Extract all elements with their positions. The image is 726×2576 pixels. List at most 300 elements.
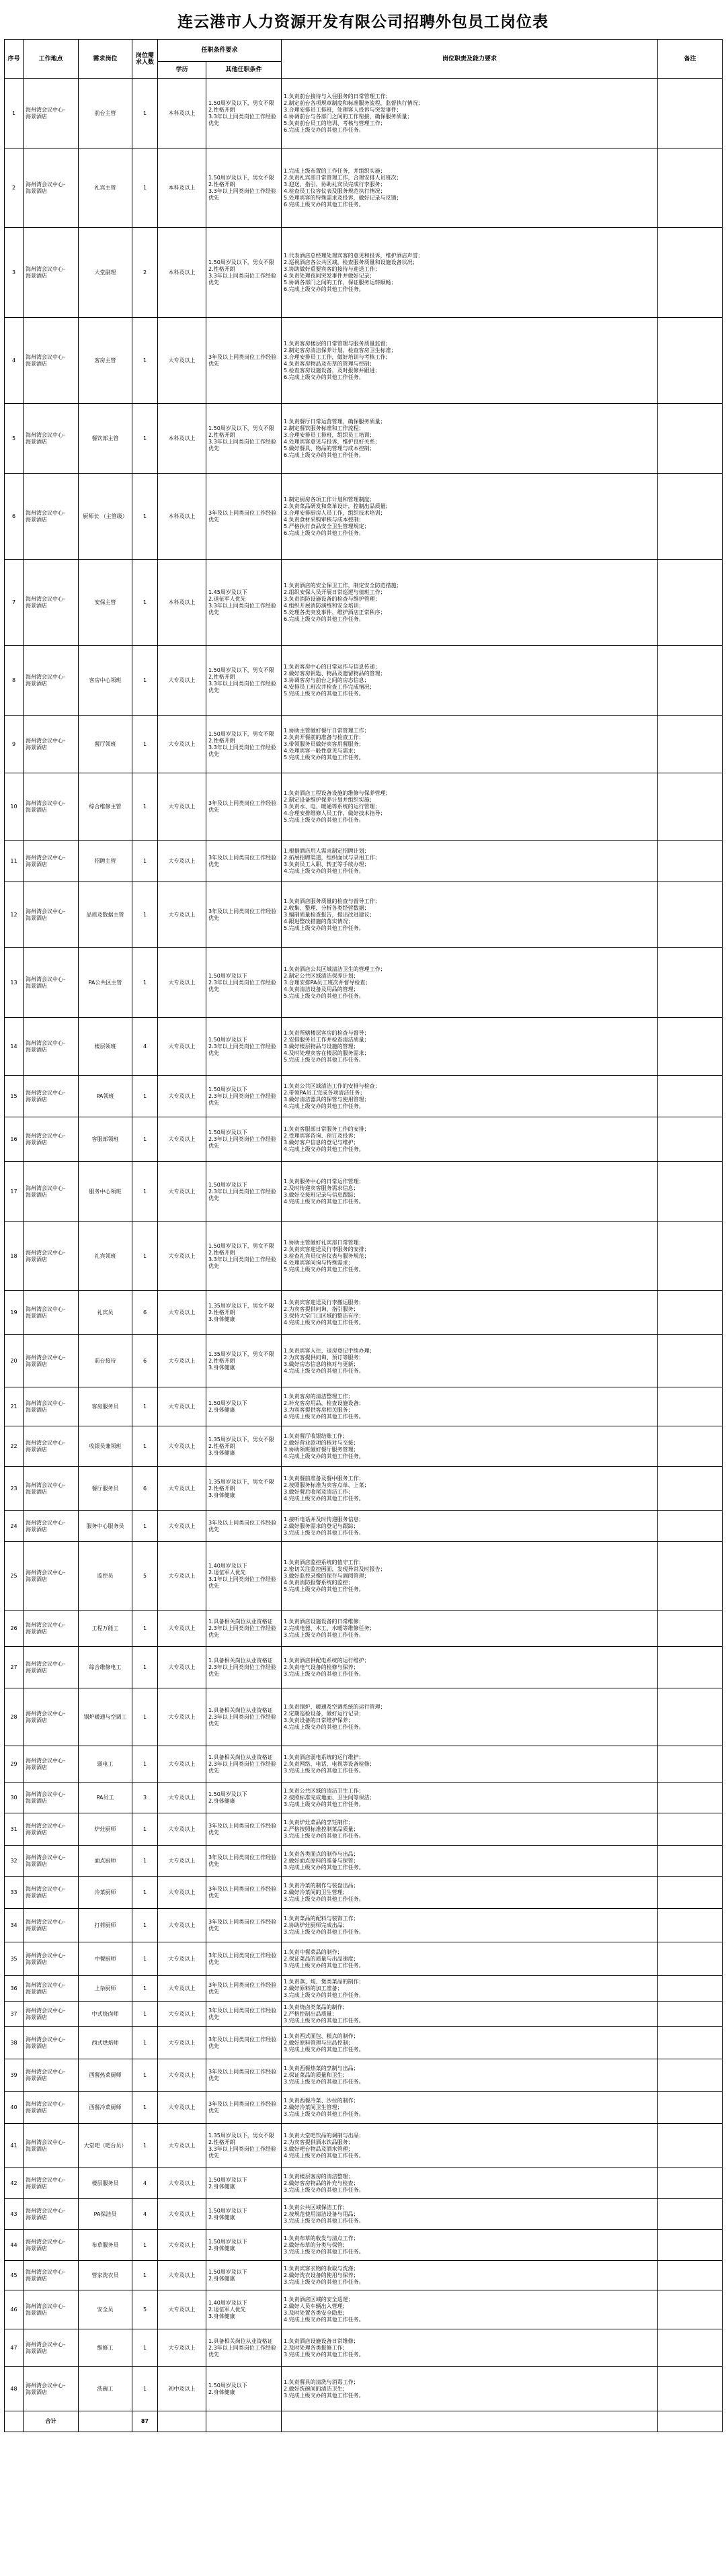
other-conditions: 1.35周岁及以下，男女不限 2.性格开朗 3.身体健康 [206, 1335, 282, 1387]
row-number: 48 [5, 2367, 24, 2411]
education: 大专及以上 [158, 1976, 206, 2002]
recruitment-table [4, 39, 723, 2432]
other-conditions: 1.50周岁及以下 2.3年以上同类岗位工作经验优先 [206, 948, 282, 1018]
duties: 1.负责宾客衣物的收取与洗涤； 2.做好洗衣设备的使用与保养； 3.完成上级交办的其他工作任务。 [282, 2261, 658, 2290]
headcount: 1 [132, 2261, 158, 2290]
row-number: 34 [5, 1909, 24, 1942]
duties: 1.负责酒店供配电系统的运行维护； 2.负责电气设备的检修与保养； 3.完成上级交办的其他工作任务。 [282, 1647, 658, 1688]
work-location: 海州湾会议中心- 海景酒店 [24, 1783, 79, 1813]
remark [658, 318, 723, 404]
headcount: 1 [132, 1611, 158, 1647]
duties: 1.负责酒店服务质量的检查与督导工作； 2.收集、整理、分析各类经营数据； 3.编制质量检查报告，提出改进建议； 4.跟进整改措施的落实情况； 5.完成上级交办的其他工作任务。 [282, 882, 658, 948]
document-title: 连云港市人力资源开发有限公司招聘外包员工岗位表 [177, 13, 549, 31]
other-conditions: 3年及以上同类岗位工作经验优先 [206, 1511, 282, 1542]
headcount: 1 [132, 560, 158, 646]
remark [658, 79, 723, 148]
other-conditions: 3年及以上同类岗位工作经验优先 [206, 474, 282, 560]
remark [658, 2092, 723, 2124]
headcount: 1 [132, 1976, 158, 2002]
table-row [5, 1976, 723, 2002]
post-name: 厨师长 （主管级） [79, 474, 132, 560]
table-row [5, 148, 723, 228]
headcount: 1 [132, 2329, 158, 2367]
headcount: 1 [132, 841, 158, 882]
remark [658, 1647, 723, 1688]
work-location: 海州湾会议中心- 海景酒店 [24, 1909, 79, 1942]
table-row [5, 1162, 723, 1222]
table-row [5, 1387, 723, 1426]
post-name: 大堂吧（吧台员） [79, 2124, 132, 2168]
other-conditions: 1.50周岁及以下 2.身体健康 [206, 2230, 282, 2261]
other-conditions: 1.40周岁及以下 2.退伍军人优先 3.身体健康 [206, 2290, 282, 2329]
headcount: 1 [132, 2367, 158, 2411]
table-row [5, 773, 723, 841]
remark [658, 2199, 723, 2230]
total-cond-cell [206, 2411, 282, 2432]
table-row [5, 646, 723, 716]
remark [658, 1942, 723, 1976]
work-location: 海州湾会议中心- 海景酒店 [24, 1467, 79, 1511]
row-number: 15 [5, 1076, 24, 1117]
table-row [5, 1611, 723, 1647]
post-name: 中餐厨师 [79, 1942, 132, 1976]
education: 大专及以上 [158, 1076, 206, 1117]
remark [658, 2329, 723, 2367]
post-name: 楼层领班 [79, 1018, 132, 1076]
education: 大专及以上 [158, 1688, 206, 1746]
header-duties: 岗位职责及能力要求 [282, 40, 658, 79]
row-number: 29 [5, 1746, 24, 1783]
other-conditions: 1.50周岁及以下 2.身体健康 [206, 1387, 282, 1426]
headcount: 1 [132, 1942, 158, 1976]
education: 大专及以上 [158, 2092, 206, 2124]
header-location: 工作地点 [24, 40, 79, 79]
headcount: 1 [132, 1813, 158, 1846]
table-row [5, 228, 723, 318]
duties: 1.负责酒店设施设备的日常维修； 2.完成电器、木工、水暖等维修任务； 3.完成上级交办的其他工作任务。 [282, 1611, 658, 1647]
remark [658, 1426, 723, 1467]
other-conditions: 3年及以上同类岗位工作经验优先 [206, 882, 282, 948]
education: 大专及以上 [158, 2027, 206, 2059]
table-row [5, 1846, 723, 1877]
other-conditions: 3年及以上同类岗位工作经验优先 [206, 841, 282, 882]
table-row [5, 1542, 723, 1611]
headcount: 1 [132, 2092, 158, 2124]
table-row [5, 716, 723, 773]
headcount: 4 [132, 2168, 158, 2199]
education: 大专及以上 [158, 1647, 206, 1688]
row-number: 13 [5, 948, 24, 1018]
row-number: 8 [5, 646, 24, 716]
duties: 1.负责客房楼层的日常管理与服务质量监督； 2.制定客房清洁保养计划，检查客房卫生标准； 3.合理安排员工工作，做好培训与考核工作； 4.负责客房物品及布草的管理与控制； 5.检查客房设施设备，及时报修并跟进； 6.完成上级交办的其他工作任务。 [282, 318, 658, 404]
table-row [5, 2261, 723, 2290]
row-number: 18 [5, 1222, 24, 1291]
remark [658, 1813, 723, 1846]
post-name: PA员工 [79, 1783, 132, 1813]
remark [658, 1976, 723, 2002]
remark [658, 1511, 723, 1542]
duties: 1.接听电话并及时传递服务信息； 2.做好服务需求的登记与跟踪； 3.完成上级交办的其他工作任务。 [282, 1511, 658, 1542]
table-row [5, 2092, 723, 2124]
remark [658, 148, 723, 228]
duties: 1.负责公共区域清洁工作的安排与检查； 2.带领PA员工完成各项清洁任务； 3.做好清洁器具的保管与使用管理； 4.完成上级交办的其他工作任务。 [282, 1076, 658, 1117]
remark [658, 2002, 723, 2027]
table-row [5, 2329, 723, 2367]
table-row [5, 1877, 723, 1909]
work-location: 海州湾会议中心- 海景酒店 [24, 1162, 79, 1222]
header-count: 岗位需求人数 [132, 40, 158, 79]
other-conditions: 3年及以上同类岗位工作经验优先 [206, 1942, 282, 1976]
other-conditions: 1.50周岁及以下 2.身体健康 [206, 2367, 282, 2411]
duties: 1.负责服务中心的日常运作管理； 2.及时传递宾客服务需求信息； 3.做好交接班记录与信息跟踪； 4.完成上级交办的其他工作任务。 [282, 1162, 658, 1222]
headcount: 1 [132, 1076, 158, 1117]
education: 大专及以上 [158, 1467, 206, 1511]
other-conditions: 1.35周岁及以下，男女不限 2.性格开朗 3.身体健康 [206, 1467, 282, 1511]
table-row [5, 1076, 723, 1117]
row-number: 47 [5, 2329, 24, 2367]
table-row [5, 1222, 723, 1291]
education: 大专及以上 [158, 1877, 206, 1909]
education: 大专及以上 [158, 948, 206, 1018]
post-name: 弱电工 [79, 1746, 132, 1783]
duties: 1.负责烧卤类菜品的制作； 2.严格控制出品质量； 3.完成上级交办的其他工作任务。 [282, 2002, 658, 2027]
remark [658, 228, 723, 318]
work-location: 海州湾会议中心- 海景酒店 [24, 2124, 79, 2168]
table-row [5, 79, 723, 148]
row-number: 5 [5, 404, 24, 474]
work-location: 海州湾会议中心- 海景酒店 [24, 2329, 79, 2367]
education: 本科及以上 [158, 560, 206, 646]
post-name: 大堂副理 [79, 228, 132, 318]
work-location: 海州湾会议中心- 海景酒店 [24, 1746, 79, 1783]
header-education: 学历 [158, 62, 206, 79]
headcount: 1 [132, 1647, 158, 1688]
work-location: 海州湾会议中心- 海景酒店 [24, 1647, 79, 1688]
table-row [5, 1942, 723, 1976]
duties: 1.负责餐厅收银结账工作； 2.做好营业款项的核对与交接； 3.协助领班做好餐厅服务管理； 4.完成上级交办的其他工作任务。 [282, 1426, 658, 1467]
row-number: 26 [5, 1611, 24, 1647]
row-number: 35 [5, 1942, 24, 1976]
total-row [5, 2411, 723, 2432]
other-conditions: 1.50周岁及以下，男女不限 2.性格开朗 3.3年以上同类岗位工作经验优先 [206, 148, 282, 228]
work-location: 海州湾会议中心- 海景酒店 [24, 1335, 79, 1387]
education: 大专及以上 [158, 1222, 206, 1291]
remark [658, 1611, 723, 1647]
duties: 1.负责楼层客房的清洁整理； 2.做好客房物品的补充与检查； 3.完成上级交办的其他工作任务。 [282, 2168, 658, 2199]
work-location: 海州湾会议中心- 海景酒店 [24, 1291, 79, 1335]
post-name: 客房主管 [79, 318, 132, 404]
duties: 1.负责酒店弱电系统的运行维护； 2.负责网络、电话、电视等设备检修； 3.完成上级交办的其他工作任务。 [282, 1746, 658, 1783]
post-name: 打荷厨师 [79, 1909, 132, 1942]
header-conditions: 任职条件要求 [158, 40, 282, 62]
headcount: 1 [132, 318, 158, 404]
work-location: 海州湾会议中心- 海景酒店 [24, 646, 79, 716]
work-location: 海州湾会议中心- 海景酒店 [24, 1877, 79, 1909]
table-row [5, 404, 723, 474]
remark [658, 773, 723, 841]
post-name: 客房中心领班 [79, 646, 132, 716]
post-name: 中式烧卤师 [79, 2002, 132, 2027]
table-row [5, 560, 723, 646]
post-name: 西餐冷菜厨师 [79, 2092, 132, 2124]
headcount: 3 [132, 1783, 158, 1813]
education: 大专及以上 [158, 1909, 206, 1942]
duties: 1.负责各类面点的制作与出品； 2.做好面点原料的准备与保管； 3.完成上级交办的其他工作任务。 [282, 1846, 658, 1877]
duties: 1.负责冷菜的制作与装盘出品； 2.做好冷菜间的卫生管理； 3.完成上级交办的其他工作任务。 [282, 1877, 658, 1909]
duties: 1.协助主管做好礼宾部日常管理； 2.负责宾客迎送及行李服务的安排； 3.检查礼宾员仪容仪表与服务规范； 4.处理宾客问询与特殊需求； 5.完成上级交办的其他工作任务。 [282, 1222, 658, 1291]
headcount: 1 [132, 474, 158, 560]
post-name: 品质及数据主管 [79, 882, 132, 948]
row-number: 23 [5, 1467, 24, 1511]
education: 大专及以上 [158, 1846, 206, 1877]
row-number: 44 [5, 2230, 24, 2261]
duties: 1.负责西式面包、糕点的制作； 2.做好原料管理与出品控制； 3.完成上级交办的其他工作任务。 [282, 2027, 658, 2059]
remark [658, 948, 723, 1018]
duties: 1.负责客服部日常服务工作的安排； 2.受理宾客咨询、预订及投诉； 3.做好客户信息的登记与维护； 4.完成上级交办的其他工作任务。 [282, 1117, 658, 1162]
row-number: 40 [5, 2092, 24, 2124]
duties: 1.负责客房中心的日常运作与信息传递； 2.做好客房钥匙、物品及遗留物品的管理； 3.协调客房与前台之间的房态信息； 4.安排员工班次并检查工作完成情况； 5.完成上级交办的其他工作任务。 [282, 646, 658, 716]
other-conditions: 1.50周岁及以下 2.3年以上同类岗位工作经验优先 [206, 1162, 282, 1222]
post-name: 前台主管 [79, 79, 132, 148]
work-location: 海州湾会议中心- 海景酒店 [24, 2230, 79, 2261]
post-name: 炉灶厨师 [79, 1813, 132, 1846]
remark [658, 2027, 723, 2059]
other-conditions: 1.50周岁及以下，男女不限 2.性格开朗 3.3年以上同类岗位工作经验优先 [206, 1222, 282, 1291]
education: 大专及以上 [158, 2290, 206, 2329]
other-conditions: 3年及以上同类岗位工作经验优先 [206, 2059, 282, 2092]
duties: 1.完成上级布置的工作任务，并组织实施； 2.负责礼宾部日常管理工作，合理安排人员班次； 3.迎送、指引、协助礼宾员完成行李服务； 4.检查员工仪容仪表及服务规范执行情况； 5.处理宾客的特殊需求及投诉，做好记录与反馈； 6.完成上级交办的其他工作任务。 [282, 148, 658, 228]
work-location: 海州湾会议中心- 海景酒店 [24, 2290, 79, 2329]
row-number: 45 [5, 2261, 24, 2290]
education: 大专及以上 [158, 2199, 206, 2230]
table-row [5, 2290, 723, 2329]
table-row [5, 1511, 723, 1542]
headcount: 1 [132, 404, 158, 474]
work-location: 海州湾会议中心- 海景酒店 [24, 2092, 79, 2124]
headcount: 1 [132, 716, 158, 773]
duties: 1.负责餐具的清洗与消毒工作； 2.做好洗碗间的清洁卫生； 3.完成上级交办的其他工作任务。 [282, 2367, 658, 2411]
headcount: 1 [132, 2059, 158, 2092]
duties: 1.负责菜品的配料与装饰工作； 2.协助炉灶厨师完成出品； 3.完成上级交办的其他工作任务。 [282, 1909, 658, 1942]
work-location: 海州湾会议中心- 海景酒店 [24, 1846, 79, 1877]
education: 大专及以上 [158, 2168, 206, 2199]
row-number: 7 [5, 560, 24, 646]
work-location: 海州湾会议中心- 海景酒店 [24, 228, 79, 318]
post-name: 服务中心服务员 [79, 1511, 132, 1542]
remark [658, 2367, 723, 2411]
work-location: 海州湾会议中心- 海景酒店 [24, 404, 79, 474]
education: 大专及以上 [158, 716, 206, 773]
post-name: 上杂厨师 [79, 1976, 132, 2002]
work-location: 海州湾会议中心- 海景酒店 [24, 773, 79, 841]
other-conditions: 3年及以上同类岗位工作经验优先 [206, 1976, 282, 2002]
row-number: 6 [5, 474, 24, 560]
education: 大专及以上 [158, 2124, 206, 2168]
headcount: 1 [132, 1117, 158, 1162]
table-row [5, 948, 723, 1018]
remark [658, 1783, 723, 1813]
other-conditions: 3年及以上同类岗位工作经验优先 [206, 1846, 282, 1877]
education: 大专及以上 [158, 1335, 206, 1387]
other-conditions: 3年及以上同类岗位工作经验优先 [206, 318, 282, 404]
other-conditions: 1.50周岁及以下 2.身体健康 [206, 2168, 282, 2199]
work-location: 海州湾会议中心- 海景酒店 [24, 2261, 79, 2290]
table-row [5, 2059, 723, 2092]
duties: 1.负责前台接待与入住服务的日常管理工作； 2.制定前台各项规章制度和标准服务流程，监督执行情况； 3.合理安排员工排班，处理客人投诉与突发事件； 4.协调前台与各部门之间的工作衔接，确保服务质量； 5.负责前台员工的培训、考核与管理工作； 6.完成上级交办的其他工作任务。 [282, 79, 658, 148]
duties: 1.负责所辖楼层客房的检查与督导； 2.安排服务员工作并检查清洁质量； 3.做好楼层物品与设施的管理； 4.及时处理宾客在楼层的服务需求； 5.完成上级交办的其他工作任务。 [282, 1018, 658, 1076]
education: 大专及以上 [158, 2059, 206, 2092]
row-number: 9 [5, 716, 24, 773]
total-post-cell [79, 2411, 132, 2432]
remark [658, 2230, 723, 2261]
total-no-cell [5, 2411, 24, 2432]
row-number: 16 [5, 1117, 24, 1162]
education: 大专及以上 [158, 2261, 206, 2290]
duties: 1.代表酒店总经理处理宾客的意见和投诉，维护酒店声誉； 2.巡视酒店各公共区域，检查服务质量和设施设备状况； 3.协助做好重要宾客的接待与迎送工作； 4.负责处理夜间突发事件并做好记录； 5.协调各部门之间的工作，保证服务运转顺畅； 6.完成上级交办的其他工作任务。 [282, 228, 658, 318]
remark [658, 1688, 723, 1746]
other-conditions: 1.具备相关岗位从业资格证 2.3年以上同类岗位工作经验优先 [206, 1688, 282, 1746]
row-number: 32 [5, 1846, 24, 1877]
education: 大专及以上 [158, 1162, 206, 1222]
duties: 1.负责酒店公共区域清洁卫生的管理工作； 2.制定公共区域清洁保养计划； 3.合理安排PA员工班次并督导检查； 4.负责清洁设备及用品的管理； 5.完成上级交办的其他工作任务。 [282, 948, 658, 1018]
total-duty-cell [282, 2411, 658, 2432]
work-location: 海州湾会议中心- 海景酒店 [24, 1976, 79, 2002]
table-row [5, 2168, 723, 2199]
table-row [5, 1018, 723, 1076]
other-conditions: 1.50周岁及以下，男女不限 2.性格开朗 3.3年以上同类岗位工作经验优先 [206, 404, 282, 474]
post-name: PA保洁员 [79, 2199, 132, 2230]
table-row [5, 2002, 723, 2027]
post-name: PA领班 [79, 1076, 132, 1117]
remark [658, 404, 723, 474]
table-row [5, 1426, 723, 1467]
duties: 1.负责炉灶菜品的烹饪制作； 2.严格按照标准控制菜品质量； 3.完成上级交办的其他工作任务。 [282, 1813, 658, 1846]
headcount: 6 [132, 1335, 158, 1387]
other-conditions: 1.35周岁及以下，男女不限 2.性格开朗 3.身体健康 [206, 1291, 282, 1335]
work-location: 海州湾会议中心- 海景酒店 [24, 318, 79, 404]
duties: 1.根据酒店用人需求制定招聘计划； 2.拓展招聘渠道，组织面试与录用工作； 3.负责员工入职、转正等手续办理； 4.完成上级交办的其他工作任务。 [282, 841, 658, 882]
table-row [5, 1647, 723, 1688]
table-row [5, 841, 723, 882]
education: 本科及以上 [158, 474, 206, 560]
duties: 1.负责蒸、炖、煲类菜品的制作； 2.做好原料的加工准备； 3.完成上级交办的其他工作任务。 [282, 1976, 658, 2002]
work-location: 海州湾会议中心- 海景酒店 [24, 1222, 79, 1291]
duties: 1.负责公共区域保洁工作； 2.按规范使用清洁设备与用品； 3.完成上级交办的其他工作任务。 [282, 2199, 658, 2230]
remark [658, 1846, 723, 1877]
education: 大专及以上 [158, 1291, 206, 1335]
table-row [5, 1909, 723, 1942]
headcount: 1 [132, 773, 158, 841]
row-number: 19 [5, 1291, 24, 1335]
education: 大专及以上 [158, 1942, 206, 1976]
post-name: 管家洗衣员 [79, 2261, 132, 2290]
row-number: 22 [5, 1426, 24, 1467]
duties: 1.负责酒店的安全保卫工作，制定安全防范措施； 2.组织安保人员开展日常巡逻与值班工作； 3.负责消防设施设备的检查与维护管理； 4.组织开展消防演练和安全培训； 5.处理各类突发事件，维护酒店正常秩序； 6.完成上级交办的其他工作任务。 [282, 560, 658, 646]
post-name: 礼宾领班 [79, 1222, 132, 1291]
other-conditions: 1.40周岁及以下 2.退伍军人优先 3.1年以上同类岗位工作经验优先 [206, 1542, 282, 1611]
headcount: 2 [132, 228, 158, 318]
duties: 1.负责西餐热菜的烹制与出品； 2.保证菜品的质量和卫生； 3.完成上级交办的其他工作任务。 [282, 2059, 658, 2092]
table-body [5, 79, 723, 2411]
education: 大专及以上 [158, 2329, 206, 2367]
other-conditions: 1.50周岁及以下 2.身体健康 [206, 2261, 282, 2290]
other-conditions: 1.具备相关岗位从业资格证 2.3年以上同类岗位工作经验优先 [206, 2329, 282, 2367]
post-name: 维修工 [79, 2329, 132, 2367]
row-number: 12 [5, 882, 24, 948]
other-conditions: 1.50周岁及以下，男女不限 2.性格开朗 3.3年以上同类岗位工作经验优先 [206, 228, 282, 318]
headcount: 1 [132, 1426, 158, 1467]
education: 大专及以上 [158, 1117, 206, 1162]
post-name: 餐饮部主管 [79, 404, 132, 474]
education: 大专及以上 [158, 2230, 206, 2261]
row-number: 25 [5, 1542, 24, 1611]
total-count: 87 [132, 2411, 158, 2432]
education: 大专及以上 [158, 773, 206, 841]
duties: 1.负责西餐冷菜、沙拉的制作； 2.做好冷菜间卫生管理； 3.完成上级交办的其他工作任务。 [282, 2092, 658, 2124]
headcount: 1 [132, 882, 158, 948]
table-row [5, 2027, 723, 2059]
row-number: 41 [5, 2124, 24, 2168]
other-conditions: 1.50周岁及以下 2.3年以上同类岗位工作经验优先 [206, 1018, 282, 1076]
work-location: 海州湾会议中心- 海景酒店 [24, 1942, 79, 1976]
table-row [5, 2124, 723, 2168]
post-name: 安保主管 [79, 560, 132, 646]
table-row [5, 1746, 723, 1783]
remark [658, 1222, 723, 1291]
work-location: 海州湾会议中心- 海景酒店 [24, 474, 79, 560]
row-number: 39 [5, 2059, 24, 2092]
post-name: 安全员 [79, 2290, 132, 2329]
remark [658, 2124, 723, 2168]
work-location: 海州湾会议中心- 海景酒店 [24, 1018, 79, 1076]
duties: 1.负责大堂吧饮品的调制与出品； 2.为宾客提供酒水饮品服务； 3.做好吧台物品及酒水管理； 4.完成上级交办的其他工作任务。 [282, 2124, 658, 2168]
other-conditions: 1.50周岁及以下 2.3年以上同类岗位工作经验优先 [206, 1076, 282, 1117]
remark [658, 560, 723, 646]
education: 大专及以上 [158, 841, 206, 882]
remark [658, 841, 723, 882]
row-number: 37 [5, 2002, 24, 2027]
work-location: 海州湾会议中心- 海景酒店 [24, 560, 79, 646]
remark [658, 1877, 723, 1909]
work-location: 海州湾会议中心- 海景酒店 [24, 2059, 79, 2092]
remark [658, 2168, 723, 2199]
other-conditions: 1.具备相关岗位从业资格证 2.3年以上同类岗位工作经验优先 [206, 1611, 282, 1647]
headcount: 1 [132, 1511, 158, 1542]
remark [658, 1335, 723, 1387]
remark [658, 2059, 723, 2092]
headcount: 1 [132, 1162, 158, 1222]
duties: 1.负责客房的清洁整理工作； 2.补充客房用品，检查设施设备； 3.为宾客提供客房相关服务； 4.完成上级交办的其他工作任务。 [282, 1387, 658, 1426]
row-number: 20 [5, 1335, 24, 1387]
remark [658, 2290, 723, 2329]
table-row [5, 1467, 723, 1511]
headcount: 5 [132, 1542, 158, 1611]
education: 大专及以上 [158, 1426, 206, 1467]
other-conditions: 3年及以上同类岗位工作经验优先 [206, 2002, 282, 2027]
post-name: 冷菜厨师 [79, 1877, 132, 1909]
headcount: 1 [132, 1688, 158, 1746]
remark [658, 882, 723, 948]
education: 大专及以上 [158, 2002, 206, 2027]
headcount: 1 [132, 646, 158, 716]
row-number: 43 [5, 2199, 24, 2230]
duties: 1.负责公共区域的清洁卫生工作； 2.按照标准完成地面、卫生间等保洁； 3.完成上级交办的其他工作任务。 [282, 1783, 658, 1813]
row-number: 30 [5, 1783, 24, 1813]
table-row [5, 1335, 723, 1387]
remark [658, 1117, 723, 1162]
education: 大专及以上 [158, 1387, 206, 1426]
table-row [5, 1117, 723, 1162]
